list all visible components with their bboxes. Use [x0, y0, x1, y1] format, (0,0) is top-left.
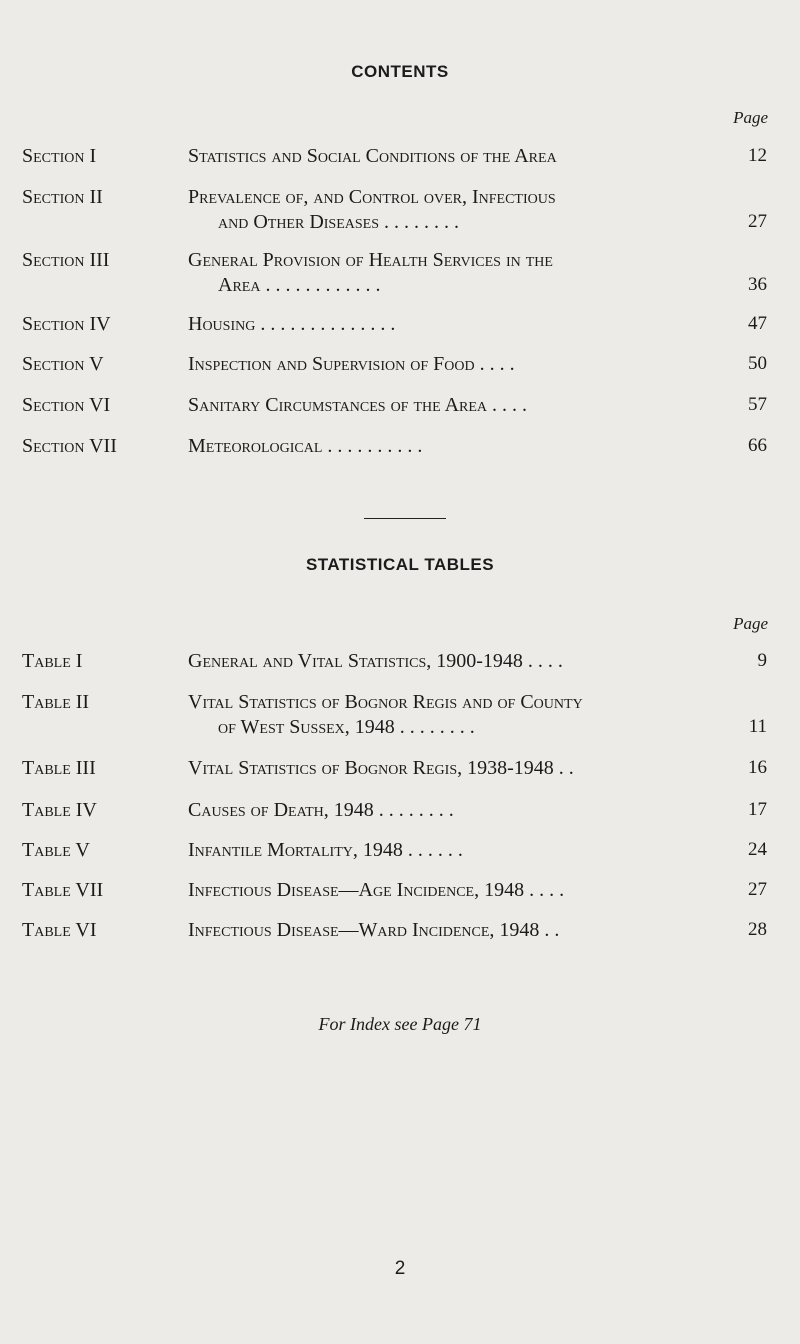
- section-divider: [364, 518, 446, 519]
- entry-page-number: 17: [748, 799, 767, 820]
- entry-title-continued: and Other Diseases . . . . . . . .: [218, 211, 460, 233]
- entry-label: Table V: [22, 839, 90, 861]
- entry-page-number: 27: [748, 879, 767, 900]
- entry-label: Table IV: [22, 799, 97, 821]
- entry-title: Housing . . . . . . . . . . . . . .: [188, 313, 396, 335]
- entry-page-number: 11: [748, 716, 767, 737]
- entry-page-number: 24: [748, 839, 767, 860]
- entry-title: Inspection and Supervision of Food . . . .: [188, 353, 515, 375]
- entry-label: Section II: [22, 186, 103, 208]
- tables-page-column-label: Page: [733, 614, 768, 633]
- entry-label: Section I: [22, 145, 97, 167]
- entry-title: Meteorological . . . . . . . . . .: [188, 435, 423, 457]
- entry-title: Sanitary Circumstances of the Area . . . .: [188, 394, 528, 416]
- index-reference-note: For Index see Page 71: [318, 1014, 482, 1034]
- entry-label: Table VII: [22, 879, 104, 901]
- entry-page-number: 16: [748, 757, 767, 778]
- entry-title: General Provision of Health Services in the: [188, 249, 553, 271]
- entry-title-continued: of West Sussex, 1948 . . . . . . . .: [218, 716, 475, 738]
- entry-page-number: 28: [748, 919, 767, 940]
- entry-title: Vital Statistics of Bognor Regis and of County: [188, 691, 583, 713]
- entry-page-number: 66: [748, 435, 767, 456]
- entry-title: Statistics and Social Conditions of the Area: [188, 145, 557, 167]
- tables-entry-table-6: [0, 919, 800, 979]
- entry-label: Table II: [22, 691, 90, 713]
- entry-label: Section III: [22, 249, 110, 271]
- entry-label: Section VI: [22, 394, 111, 416]
- entry-title: Causes of Death, 1948 . . . . . . . .: [188, 799, 454, 821]
- entry-label: Table VI: [22, 919, 97, 941]
- entry-label: Table I: [22, 650, 83, 672]
- contents-heading: CONTENTS: [351, 62, 449, 81]
- entry-title: Infectious Disease—Ward Incidence, 1948 . .: [188, 919, 560, 941]
- entry-page-number: 27: [748, 211, 767, 232]
- entry-title: Infantile Mortality, 1948 . . . . . .: [188, 839, 463, 861]
- contents-entry-section-7: [0, 435, 800, 495]
- entry-page-number: 36: [748, 274, 767, 295]
- entry-page-number: 57: [748, 394, 767, 415]
- contents-entry-section-3: [0, 249, 800, 309]
- entry-title: Vital Statistics of Bognor Regis, 1938-1948 . .: [188, 757, 574, 779]
- entry-title: Infectious Disease—Age Incidence, 1948 . . . .: [188, 879, 565, 901]
- entry-label: Section V: [22, 353, 104, 375]
- entry-page-number: 50: [748, 353, 767, 374]
- entry-page-number: 12: [748, 145, 767, 166]
- entry-title: General and Vital Statistics, 1900-1948 . . . .: [188, 650, 563, 672]
- entry-label: Section IV: [22, 313, 111, 335]
- statistical-tables-heading: STATISTICAL TABLES: [305, 555, 495, 574]
- entry-label: Table III: [22, 757, 96, 779]
- entry-title: Prevalence of, and Control over, Infectious: [188, 186, 556, 208]
- page-number: 2: [394, 1258, 406, 1279]
- entry-page-number: 47: [748, 313, 767, 334]
- tables-entry-table-2: [0, 691, 800, 751]
- entry-page-number: 9: [757, 650, 767, 671]
- entry-title-continued: Area . . . . . . . . . . . .: [218, 274, 381, 296]
- contents-entry-section-2: [0, 186, 800, 246]
- contents-page-column-label: Page: [733, 108, 768, 127]
- entry-label: Section VII: [22, 435, 117, 457]
